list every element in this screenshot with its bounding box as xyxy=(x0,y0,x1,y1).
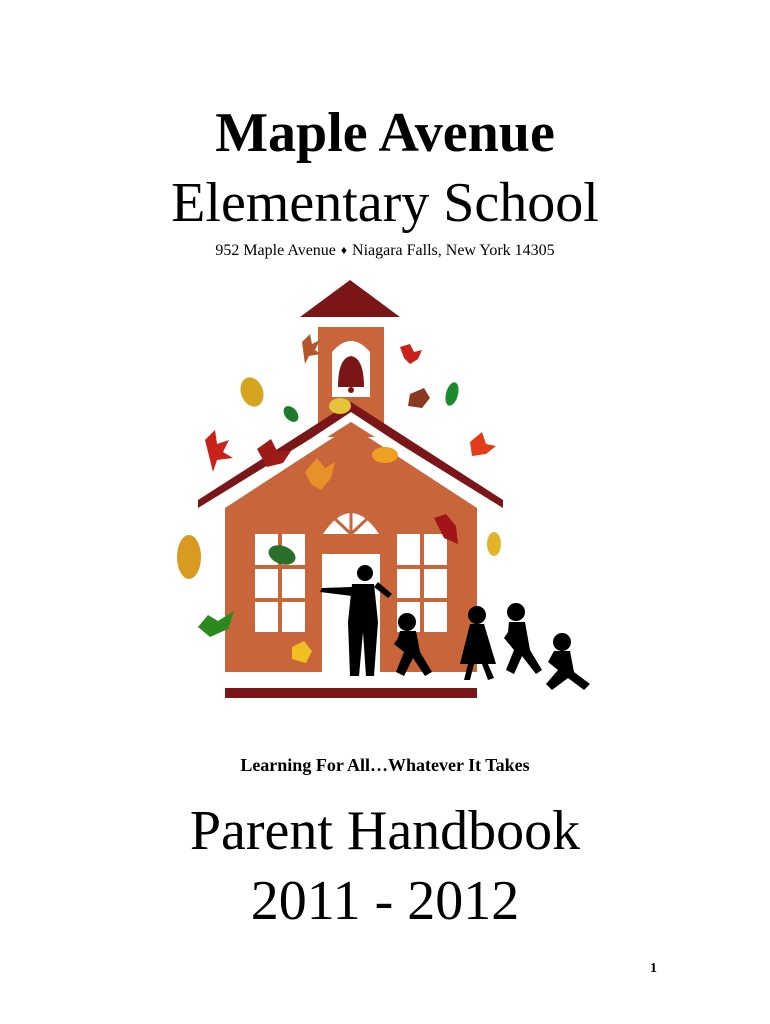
tower-roof xyxy=(300,280,400,317)
foundation xyxy=(225,688,477,698)
handbook-title: Parent Handbook xyxy=(189,800,581,862)
address-city: Niagara Falls, New York 14305 xyxy=(352,242,555,259)
school-address xyxy=(0,241,770,261)
address-street: 952 Maple Avenue xyxy=(215,242,336,259)
diamond-separator-icon: ♦ xyxy=(340,243,348,257)
school-name-line-1: Maple Avenue xyxy=(215,102,555,164)
handbook-year: 2011 - 2012 xyxy=(250,870,520,932)
schoolhouse-with-children-icon xyxy=(170,272,610,707)
school-name-line-2: Elementary School xyxy=(171,172,599,234)
page-number: 1 xyxy=(650,961,657,976)
school-motto: Learning For All…Whatever It Takes xyxy=(240,755,530,775)
